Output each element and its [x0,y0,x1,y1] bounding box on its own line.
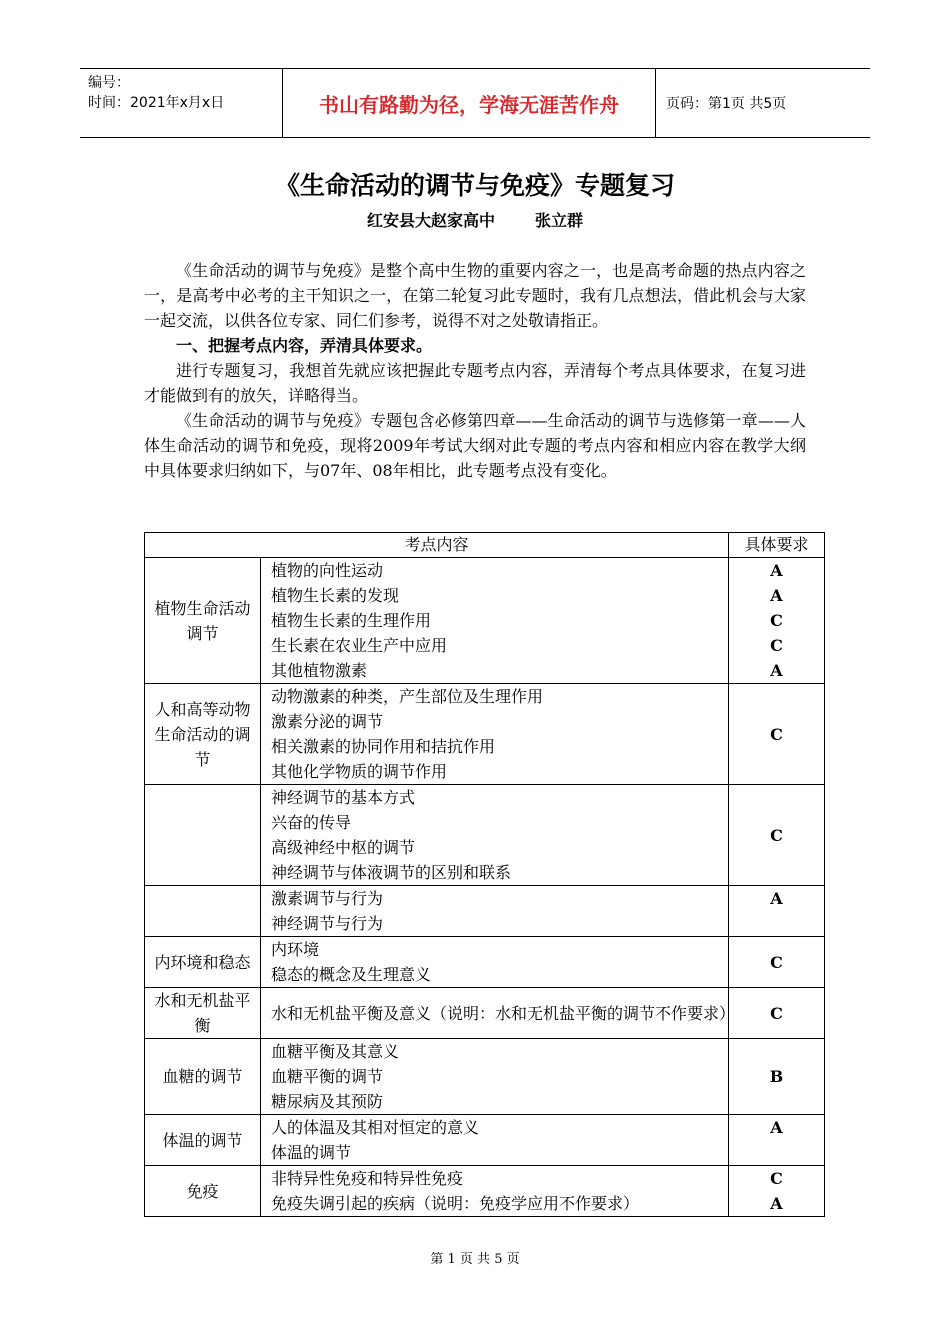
table-row [145,1115,825,1166]
list-item: 其他植物激素 [271,661,368,680]
list-item: 体温的调节 [271,1143,352,1162]
table-body [145,558,825,1217]
requirement-level: C [770,636,783,655]
requirement-level: A [770,1118,783,1137]
list-item: 神经调节的基本方式 [271,788,416,807]
list-item: 植物生长素的发现 [271,586,400,605]
document-title: 《生命活动的调节与免疫》专题复习 [274,171,675,200]
items-cell [261,988,736,1039]
author-name: 张立群 [535,211,584,230]
category-cell: 水和无机盐平衡 [145,988,261,1039]
requirement-cell [729,1039,825,1115]
number-label: 编号： [88,75,130,91]
requirement-level: A [770,661,783,680]
list-item: 兴奋的传导 [271,813,352,832]
requirement-level: C [770,611,783,630]
requirement-cell [729,1115,825,1166]
page-footer: 第 1 页 共 5 页 [430,1252,520,1267]
requirement-cell [729,785,825,886]
list-item: 植物生长素的生理作用 [271,611,432,630]
items-cell [261,684,729,785]
category-cell: 人和高等动物生命活动的调节 [145,684,261,785]
requirement-cell [729,937,825,988]
page-header [80,68,870,138]
items-cell [261,1166,729,1217]
list-item: 血糖平衡的调节 [271,1067,384,1086]
list-item: 高级神经中枢的调节 [271,838,416,857]
list-item: 神经调节与体液调节的区别和联系 [271,863,512,882]
list-item: 植物的向性运动 [271,561,384,580]
date-label: 时间：2021年x月x日 [88,95,225,111]
list-item: 生长素在农业生产中应用 [271,636,448,655]
requirement-cell [729,988,825,1039]
list-item: 糖尿病及其预防 [271,1092,384,1111]
list-item: 免疫失调引起的疾病（说明：免疫学应用不作要求） [271,1194,640,1213]
list-item: 动物激素的种类，产生部位及生理作用 [271,687,544,706]
category-cell [145,785,261,886]
table-row [145,684,825,785]
list-item: 水和无机盐平衡及意义（说明：水和无机盐平衡的调节不作要求） [271,1003,736,1023]
table-row [145,785,825,886]
items-cell [261,937,729,988]
requirement-level: C [770,1003,783,1023]
requirement-level: C [770,952,783,972]
list-item: 非特异性免疫和特异性免疫 [271,1169,464,1188]
list-item: 血糖平衡及其意义 [271,1042,400,1061]
requirement-level: B [769,1067,784,1086]
requirement-level: C [770,825,783,845]
category-cell: 内环境和稳态 [145,937,261,988]
items-cell [261,1115,729,1166]
requirement-level: A [770,889,783,908]
list-item: 稳态的概念及生理意义 [271,965,432,984]
col-header-content: 考点内容 [145,533,729,558]
intro-paragraph: 《生命活动的调节与免疫》是整个高中生物的重要内容之一，也是高考命题的热点内容之一，是高考中必考的主干知识之一，在第二轮复习此专题时，我有几点想法，借此机会与大家一起交流，以供各位专家、同仁们参考，说得不对之处敬请指正。 [144,261,806,330]
table-row [145,886,825,937]
category-cell: 植物生命活动调节 [145,558,261,684]
list-item: 其他化学物质的调节作用 [271,762,448,781]
header-page-label: 页码：第1页 共5页 [666,96,787,112]
category-cell: 免疫 [145,1166,261,1217]
school-name: 红安县大赵家高中 [366,211,495,230]
requirement-cell [729,1166,825,1217]
requirements-table [144,532,825,1217]
intro-section [144,258,806,483]
requirement-cell [729,558,825,684]
items-cell [261,1039,729,1115]
table-row [145,1166,825,1217]
items-cell [261,558,729,684]
requirement-level: C [770,724,783,744]
header-motto: 书山有路勤为径，学海无涯苦作舟 [282,69,656,137]
list-item: 人的体温及其相对恒定的意义 [271,1118,480,1137]
items-cell [261,886,729,937]
list-item: 相关激素的协同作用和拮抗作用 [271,737,496,756]
table-row [145,937,825,988]
requirement-level: A [770,561,783,580]
list-item: 内环境 [271,940,320,959]
category-cell [145,886,261,937]
paragraph-2: 进行专题复习，我想首先就应该把握此专题考点内容，弄清每个考点具体要求，在复习进才能做到有的放矢，详略得当。 [144,361,806,405]
requirement-level: C [770,1169,783,1188]
table-row [145,988,825,1039]
list-item: 激素调节与行为 [271,889,384,908]
category-cell: 体温的调节 [145,1115,261,1166]
list-item: 神经调节与行为 [271,914,384,933]
table-row [145,1039,825,1115]
requirement-cell [729,684,825,785]
author-line [0,208,950,231]
section-heading: 一、把握考点内容，弄清具体要求。 [176,336,433,355]
table-row [145,558,825,684]
requirement-cell [729,886,825,937]
col-header-requirement: 具体要求 [729,533,825,558]
paragraph-3: 《生命活动的调节与免疫》专题包含必修第四章——生命活动的调节与选修第一章——人体生命活动的调节和免疫，现将2009年考试大纲对此专题的考点内容和相应内容在教学大纲中具体要求归纳如下，与07年、08年相比，此专题考点没有变化。 [144,411,806,480]
category-cell: 血糖的调节 [145,1039,261,1115]
list-item: 激素分泌的调节 [271,712,384,731]
header-meta [80,69,282,137]
requirement-level: A [770,1194,783,1213]
requirement-level: A [770,586,783,605]
items-cell [261,785,729,886]
